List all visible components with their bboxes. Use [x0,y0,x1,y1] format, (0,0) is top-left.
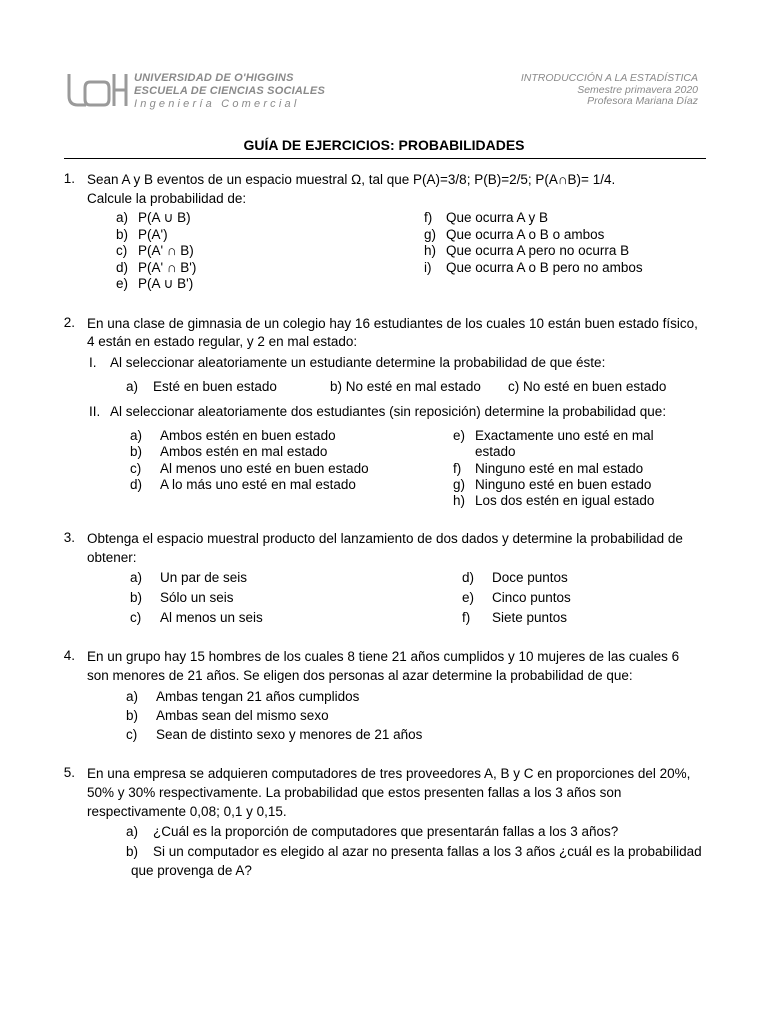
q2-part2-number: II. [89,404,101,419]
q4-item [126,687,422,706]
q1-item [116,210,196,227]
q1-item-label: h) [424,243,437,258]
q2-item-label: g) [453,476,466,492]
q1-item-label: a) [116,210,129,225]
q2-line2: 4 están en estado regular, y 2 en mal estado: [87,334,358,349]
course-block [521,73,698,108]
q2-part1-text: Al seleccionar aleatoriamente un estudiante determine la probabilidad de que éste: [110,355,606,370]
course-name: INTRODUCCIÓN A LA ESTADÍSTICA [520,72,698,84]
q2-item-text: Ambos estén en mal estado [160,444,328,460]
page-title: GUÍA DE EJERCICIOS: PROBABILIDADES [243,137,525,153]
q2-item [453,461,654,477]
q2-item [453,493,654,509]
q4-item [126,725,422,744]
q3-item [462,568,571,588]
q3-item [130,568,263,588]
q1-item-label: c) [116,243,128,258]
q1-item-text: P(A' ∩ B') [138,259,197,275]
q5-b-label: b) [126,844,139,859]
q2-part1-c: c) No esté en buen estado [508,379,667,394]
q4-line2: son menores de 21 años. Se eligen dos personas al azar determine la probabilidad de que: [87,668,633,683]
uoh-logo [66,72,130,108]
q2-item-text: Ninguno esté en buen estado [475,476,652,492]
q5-line2: 50% y 30% respectivamente. La probabilidad que estos presenten fallas a los 3 años son [87,785,622,800]
q2-item [130,444,369,460]
q1-item [116,243,196,260]
q1-number: 1. [63,171,75,186]
q2-item-text: Ninguno esté en mal estado [475,460,644,476]
q3-item-label: e) [462,590,475,605]
q1-item [116,227,196,244]
q2-item [453,477,654,493]
q1-item-text: Que ocurra A y B [446,210,549,225]
semester: Semestre primavera 2020 [577,83,698,96]
q3-item-text: Doce puntos [492,570,568,585]
q1-item-label: i) [424,259,432,275]
q2-item-text: Al menos uno esté en buen estado [160,460,369,476]
q1-item-label: b) [116,226,129,242]
q1-item-text: Que ocurra A o B o ambos [446,226,605,242]
q1-item-text: Que ocurra A o B pero no ambos [446,259,643,275]
q1-item-label: f) [424,210,433,225]
q5-b-line2: que provenga de A? [131,863,252,878]
q3-item-label: a) [130,570,143,585]
q3-item-label: c) [130,610,142,625]
q1-item-label: g) [424,226,437,242]
q5-number: 5. [63,765,75,780]
q1-line1: Sean A y B eventos de un espacio muestral Ω, tal que P(A)=3/8; P(B)=2/5; P(A∩B)= 1/4. [87,172,616,187]
q5-b-line1: Si un computador es elegido al azar no presenta fallas a los 3 años ¿cuál es la probabilidad [153,844,702,859]
q3-item-label: d) [462,570,475,585]
q4-item-label: c) [126,727,138,742]
q3-item [130,608,263,628]
q1-item-text: P(A' ∩ B) [138,243,194,258]
q2-part1-number: I. [89,355,97,370]
q3-line2: obtener: [87,550,137,565]
q4-number: 4. [63,648,75,663]
professor: Profesora Mariana Díaz [587,95,698,107]
q2-item-label: f) [453,460,462,476]
q2-item [130,461,369,477]
q2-item-text: Los dos estén en igual estado [475,493,655,509]
q1-item [116,276,196,293]
q4-item-text: Ambas sean del mismo sexo [156,708,329,723]
q3-item [130,588,263,608]
q3-item-label: f) [462,610,471,625]
q2-item [130,428,369,444]
q4-item-label: a) [126,689,139,704]
q1-item-label: d) [116,259,129,275]
q2-part2-text: Al seleccionar aleatoriamente dos estudiantes (sin reposición) determine la probabilidad que: [110,404,667,419]
q2-item-label: c) [130,460,142,476]
q1-item-text: P(A ∪ B') [138,276,194,291]
q1-left-list [116,210,196,293]
q2-item-text: Ambos estén en buen estado [160,428,336,443]
q3-item-text: Al menos un seis [160,610,263,625]
q1-line2: Calcule la probabilidad de: [87,191,247,206]
q2-right-e [453,428,654,461]
q3-item [462,608,571,628]
q2-part1-a-label: a) [126,379,139,394]
q1-item [424,260,643,277]
q2-e-label: e) [453,428,466,443]
q3-item-label: b) [130,590,143,605]
q2-item-label: a) [130,428,143,443]
q1-item [424,210,643,227]
q1-item-text: P(A ∪ B) [138,210,191,225]
q2-item [130,477,369,493]
q3-item-text: Un par de seis [160,570,248,585]
q5-line3: respectivamente 0,08; 0,1 y 0,15. [87,804,287,819]
q4-line1: En un grupo hay 15 hombres de los cuales 8 tiene 21 años cumplidos y 10 mujeres de las cuales 6 [87,649,680,664]
q3-right-list [462,568,571,628]
q3-line1: Obtenga el espacio muestral producto del lanzamiento de dos dados y determine la probabilidad de [87,531,683,546]
q1-right-list [424,210,643,276]
q1-item [116,260,196,277]
q2-e-text2: estado [475,444,516,460]
q2-item-text: A lo más uno esté en mal estado [160,476,356,492]
q5-a-label: a) [126,824,139,839]
university-block [134,72,325,111]
q2-part1-a: Esté en buen estado [153,379,277,394]
q2-left-list [130,428,369,493]
title-divider [64,158,706,159]
q1-item-text: P(A') [138,226,168,242]
q2-right-list [453,461,654,510]
program-name: Ingeniería Comercial [134,98,300,110]
q3-item-text: Sólo un seis [160,590,234,605]
q1-item-text: Que ocurra A pero no ocurra B [446,243,630,258]
q2-line1: En una clase de gimnasia de un colegio hay 16 estudiantes de los cuales 10 están buen estado físico, [87,316,698,331]
q3-item [462,588,571,608]
q4-list [126,687,422,744]
q2-item-label: b) [130,444,143,460]
q2-number: 2. [63,315,75,330]
q2-item-label: d) [130,476,143,492]
q3-left-list [130,568,263,628]
q4-item-text: Ambas tengan 21 años cumplidos [156,689,360,704]
q2-item-label: h) [453,493,466,509]
q1-item [424,243,643,260]
q5-a: ¿Cuál es la proporción de computadores que presentarán fallas a los 3 años? [153,824,619,839]
q4-item [126,706,422,725]
q3-item-text: Cinco puntos [492,590,571,605]
q3-item-text: Siete puntos [492,610,568,625]
q2-e-text1: Exactamente uno esté en mal [475,428,654,443]
university-name: UNIVERSIDAD DE O'HIGGINS [134,72,294,84]
q1-item [424,227,643,244]
q1-item-label: e) [116,276,129,291]
q5-line1: En una empresa se adquieren computadores de tres proveedores A, B y C en proporciones del 20%, [87,766,691,781]
q3-number: 3. [63,530,75,545]
q4-item-text: Sean de distinto sexo y menores de 21 años [156,727,423,742]
q2-part1-b: b) No esté en mal estado [330,379,481,394]
q4-item-label: b) [126,708,139,723]
school-name: ESCUELA DE CIENCIAS SOCIALES [134,85,325,97]
